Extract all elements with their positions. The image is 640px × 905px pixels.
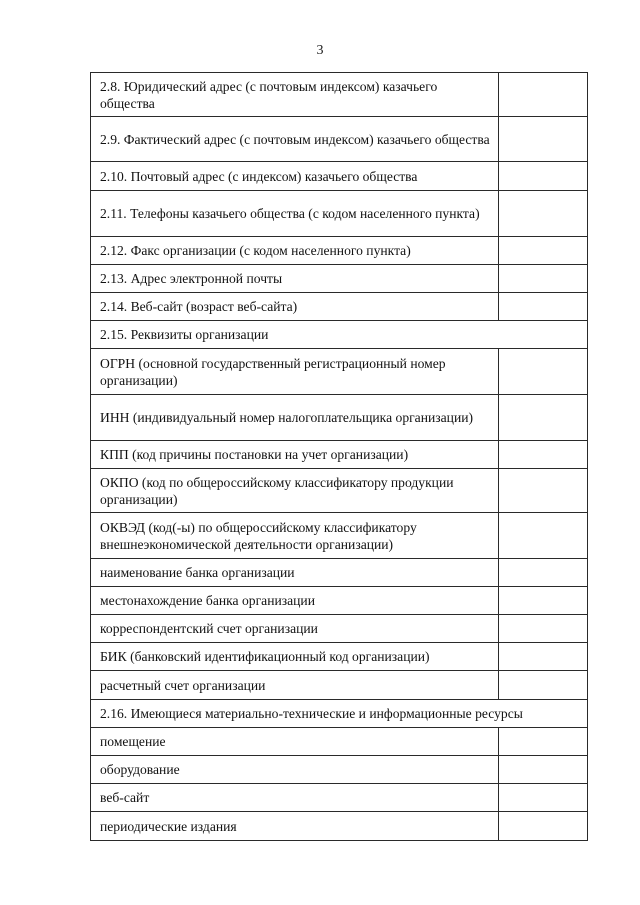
table-row <box>91 812 588 841</box>
field-value-cell[interactable] <box>499 162 588 191</box>
field-label: 2.10. Почтовый адрес (с индексом) казачьего общества <box>91 162 499 191</box>
table-row <box>91 191 588 237</box>
table-row <box>91 587 588 615</box>
field-value-cell[interactable] <box>499 643 588 671</box>
field-label: ОКПО (код по общероссийскому классификатору продукции организации) <box>91 469 499 513</box>
field-value-cell[interactable] <box>499 559 588 587</box>
requisites-table <box>90 72 588 841</box>
table-row <box>91 395 588 441</box>
section-header-row <box>91 321 588 349</box>
field-label: расчетный счет организации <box>91 671 499 700</box>
field-value-cell[interactable] <box>499 191 588 237</box>
field-label: корреспондентский счет организации <box>91 615 499 643</box>
table-row <box>91 441 588 469</box>
section-header-label: 2.16. Имеющиеся материально-технические и информационные ресурсы <box>91 700 588 728</box>
field-value-cell[interactable] <box>499 513 588 559</box>
table-row <box>91 265 588 293</box>
field-label: ИНН (индивидуальный номер налогоплательщика организации) <box>91 395 499 441</box>
field-value-cell[interactable] <box>499 615 588 643</box>
table-row <box>91 671 588 700</box>
field-label: 2.12. Факс организации (с кодом населенного пункта) <box>91 237 499 265</box>
section-header-label: 2.15. Реквизиты организации <box>91 321 588 349</box>
field-value-cell[interactable] <box>499 469 588 513</box>
field-label: ОГРН (основной государственный регистрационный номер организации) <box>91 349 499 395</box>
field-value-cell[interactable] <box>499 756 588 784</box>
field-label: веб-сайт <box>91 784 499 812</box>
field-label: помещение <box>91 728 499 756</box>
field-value-cell[interactable] <box>499 265 588 293</box>
field-value-cell[interactable] <box>499 73 588 117</box>
table-row <box>91 513 588 559</box>
field-label: наименование банка организации <box>91 559 499 587</box>
table-row <box>91 73 588 117</box>
table-row <box>91 615 588 643</box>
table-row <box>91 162 588 191</box>
table-row <box>91 237 588 265</box>
table-row <box>91 293 588 321</box>
table-row <box>91 784 588 812</box>
table-row <box>91 559 588 587</box>
field-label: местонахождение банка организации <box>91 587 499 615</box>
field-label: периодические издания <box>91 812 499 841</box>
field-value-cell[interactable] <box>499 587 588 615</box>
field-label: оборудование <box>91 756 499 784</box>
table-body <box>91 73 588 841</box>
field-label: 2.14. Веб-сайт (возраст веб-сайта) <box>91 293 499 321</box>
field-value-cell[interactable] <box>499 784 588 812</box>
field-value-cell[interactable] <box>499 349 588 395</box>
field-label: 2.9. Фактический адрес (с почтовым индексом) казачьего общества <box>91 117 499 162</box>
field-value-cell[interactable] <box>499 441 588 469</box>
table-row <box>91 469 588 513</box>
field-label: ОКВЭД (код(-ы) по общероссийскому классификатору внешнеэкономической деятельности организации) <box>91 513 499 559</box>
field-label: БИК (банковский идентификационный код организации) <box>91 643 499 671</box>
field-label: КПП (код причины постановки на учет организации) <box>91 441 499 469</box>
field-value-cell[interactable] <box>499 293 588 321</box>
field-value-cell[interactable] <box>499 671 588 700</box>
page-number: 3 <box>316 43 324 58</box>
field-value-cell[interactable] <box>499 728 588 756</box>
table-row <box>91 728 588 756</box>
field-label: 2.8. Юридический адрес (с почтовым индексом) казачьего общества <box>91 73 499 117</box>
field-label: 2.11. Телефоны казачьего общества (с кодом населенного пункта) <box>91 191 499 237</box>
field-value-cell[interactable] <box>499 395 588 441</box>
field-value-cell[interactable] <box>499 117 588 162</box>
field-value-cell[interactable] <box>499 237 588 265</box>
table-row <box>91 643 588 671</box>
field-value-cell[interactable] <box>499 812 588 841</box>
table-row <box>91 756 588 784</box>
table-row <box>91 117 588 162</box>
table-row <box>91 349 588 395</box>
section-header-row <box>91 700 588 728</box>
field-label: 2.13. Адрес электронной почты <box>91 265 499 293</box>
